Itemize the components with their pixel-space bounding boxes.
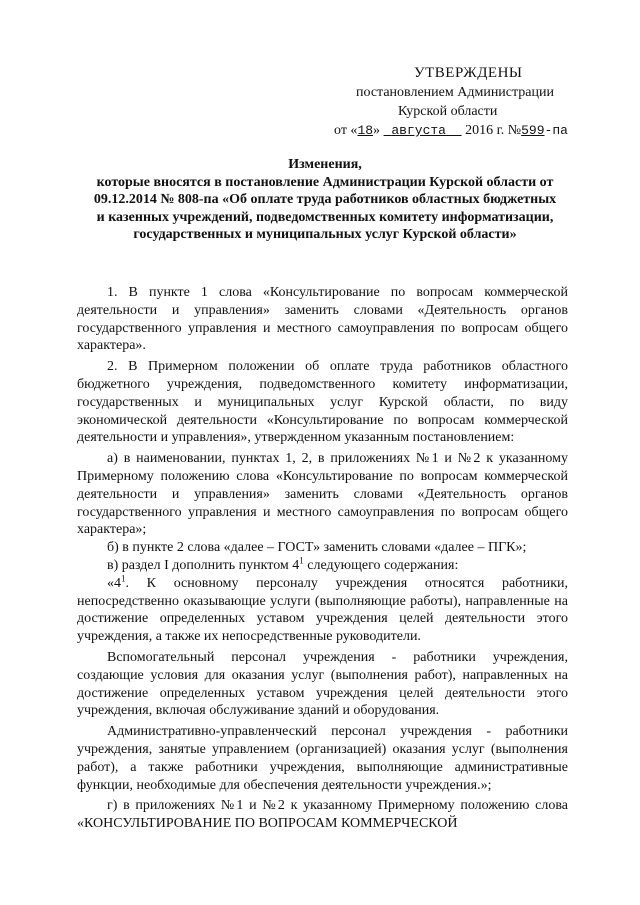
date-mid: » bbox=[373, 123, 381, 138]
date-year: 2016 г. № bbox=[465, 123, 522, 138]
superscript: 1 bbox=[121, 573, 126, 584]
subparagraph-c-text: в) раздел I дополнить пунктом 4 bbox=[107, 557, 300, 573]
date-day: 18 bbox=[357, 123, 374, 138]
subparagraph-c bbox=[77, 557, 568, 575]
quoted-point-number: «4 bbox=[107, 575, 121, 591]
approval-stamp bbox=[330, 64, 630, 140]
heading-text: которые вносятся в постановление Администрации Курской области от 09.12.2014 № 808-па «Об оплате труда работников областных бюджетных и казенных учреждений, подведомственных комитету информатизации, государственных и муниципальных услуг Курской области» bbox=[93, 174, 557, 242]
date-month bbox=[384, 123, 462, 138]
subparagraph-b: б) в пункте 2 слова «далее – ГОСТ» заменить словами «далее – ПГК»; bbox=[107, 540, 527, 556]
paragraph-1: 1. В пункте 1 слова «Консультирование по вопросам коммерческой деятельности и управления» заменить словами «Деятельность органов государственного управления и местного самоуправления по вопросам общего характера». bbox=[77, 285, 568, 354]
subparagraph-c-tail: следующего содержания: bbox=[303, 557, 459, 573]
heading-title: Изменения, bbox=[288, 157, 362, 172]
date-month-text: августа bbox=[391, 123, 446, 138]
document-body bbox=[77, 284, 568, 833]
approval-line-2: Курской области bbox=[398, 104, 498, 119]
quoted-paragraph-support-staff: Вспомогательный персонал учреждения - работники учреждения, создающие условия для оказания услуг (выполнения работ), направленных на достижение определенных уставом учреждения целей деятельности этого учреждения, включая обслуживание зданий и оборудования. bbox=[77, 649, 568, 719]
superscript: 1 bbox=[299, 555, 304, 566]
document-heading bbox=[90, 156, 560, 244]
document-number: 599 bbox=[521, 123, 545, 138]
date-prefix: от « bbox=[334, 123, 358, 138]
subparagraph-d: г) в приложениях №1 и №2 к указанному Примерному положению слова «КОНСУЛЬТИРОВАНИЕ ПО ВОПРОСАМ КОММЕРЧЕСКОЙ bbox=[77, 798, 568, 832]
quoted-point-text: . К основному персоналу учреждения относятся работники, непосредственно оказывающие услуги (выполняющие работы), направленные на достижение определенных уставом учреждения целей деятельности этого учреждения, а также их непосредственные руководители. bbox=[77, 575, 568, 645]
quoted-point-4-1 bbox=[77, 575, 568, 646]
approval-title: УТВЕРЖДЕНЫ bbox=[414, 65, 523, 81]
paragraph-2: 2. В Примерном положении об оплате труда работников областного бюджетного учреждения, подведомственного комитету информатизации, государственных и муниципальных услуг Курской области, по виду экономической деятельности «Консультирование по вопросам коммерческой деятельности и управления», утвержденном указанным постановлением: bbox=[77, 359, 568, 446]
quoted-paragraph-admin-staff: Административно-управленческий персонал учреждения - работники учреждения, занятые управлением (организацией) оказания услуг (выполнения работ), а также работники учреждения, выполняющие административные функции, необходимые для обеспечения деятельности учреждения.»; bbox=[77, 724, 568, 793]
approval-date bbox=[330, 121, 630, 140]
subparagraph-a: а) в наименовании, пунктах 1, 2, в приложениях №1 и №2 к указанному Примерному положению слова «Консультирование по вопросам коммерческой деятельности и управления» заменить словами «Деятельность органов государственного управления и местного самоуправления по вопросам общего характера»; bbox=[77, 451, 568, 538]
approval-line-1: постановлением Администрации bbox=[356, 85, 554, 100]
document-suffix: -па bbox=[544, 123, 568, 138]
